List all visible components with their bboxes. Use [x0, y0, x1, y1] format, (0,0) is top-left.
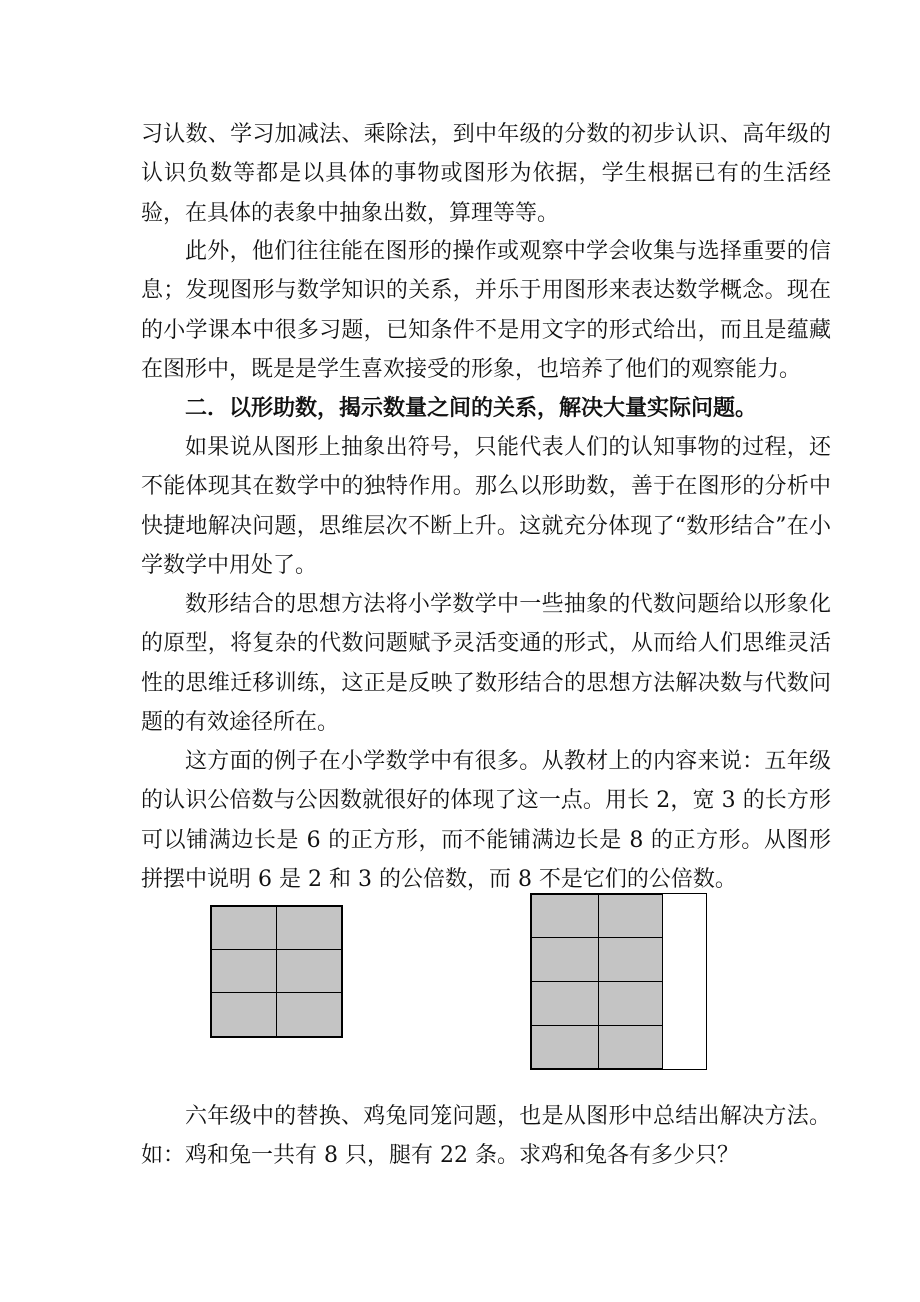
paragraph-counting-intro: 习认数、学习加减法、乘除法，到中年级的分数的初步认识、高年级的认识负数等都是以具体的事物或图形为依据，学生根据已有的生活经验，在具体的表象中抽象出数，算理等等。 [141, 122, 831, 226]
tiled-square-figure-8 [530, 893, 707, 1070]
rectangle-tile [276, 949, 342, 993]
paragraph-chicken-rabbit-problem: 六年级中的替换、鸡兔同笼问题，也是从图形中总结出解决方法。如：鸡和兔一共有 8 只，腿有 22 条。求鸡和兔各有多少只？ [141, 1104, 831, 1169]
rectangle-tile [531, 937, 599, 982]
rectangle-tile [276, 992, 342, 1037]
rectangle-tile [211, 906, 277, 950]
rectangle-tile [598, 894, 663, 938]
rectangle-tile [598, 981, 663, 1026]
rectangle-tile [531, 1025, 599, 1069]
rectangle-tile [276, 906, 342, 950]
paragraph-number-shape-method: 数形结合的思想方法将小学数学中一些抽象的代数问题给以形象化的原型，将复杂的代数问题赋予灵活变通的形式，从而给人们思维灵活性的思维迁移训练，这正是反映了数形结合的思想方法解决数与代数问题的有效途径所在。 [141, 592, 831, 735]
section-heading: 二．以形助数，揭示数量之间的关系，解决大量实际问题。 [185, 395, 758, 421]
paragraph-observation: 此外，他们往往能在图形的操作或观察中学会收集与选择重要的信息；发现图形与数学知识的关系，并乐于用图形来表达数学概念。现在的小学课本中很多习题，已知条件不是用文字的形式给出，而且是蕴藏在图形中，既是是学生喜欢接受的形象，也培养了他们的观察能力。 [141, 239, 831, 382]
rectangle-tile [211, 949, 277, 993]
paragraph-common-multiple-example: 这方面的例子在小学数学中有很多。从教材上的内容来说：五年级的认识公倍数与公因数就很好的体现了这一点。用长 2，宽 3 的长方形可以铺满边长是 6 的正方形，而不能铺满边长是 8 的正方形。从图形拼摆中说明 6 是 2 和 3 的公倍数，而 8 不是它们的公倍数。 [141, 749, 831, 892]
rectangle-tile [531, 981, 599, 1026]
rectangle-tile [211, 992, 277, 1037]
rectangle-tile [531, 894, 599, 938]
rectangle-tile [598, 1025, 663, 1069]
rectangle-tile [598, 937, 663, 982]
tiled-square-figure-6 [210, 905, 343, 1038]
paragraph-shape-helps-number: 如果说从图形上抽象出符号，只能代表人们的认知事物的过程，还不能体现其在数学中的独特作用。那么以形助数，善于在图形的分析中快捷地解决问题，思维层次不断上升。这就充分体现了“数形结合”在小学数学中用处了。 [141, 435, 831, 578]
